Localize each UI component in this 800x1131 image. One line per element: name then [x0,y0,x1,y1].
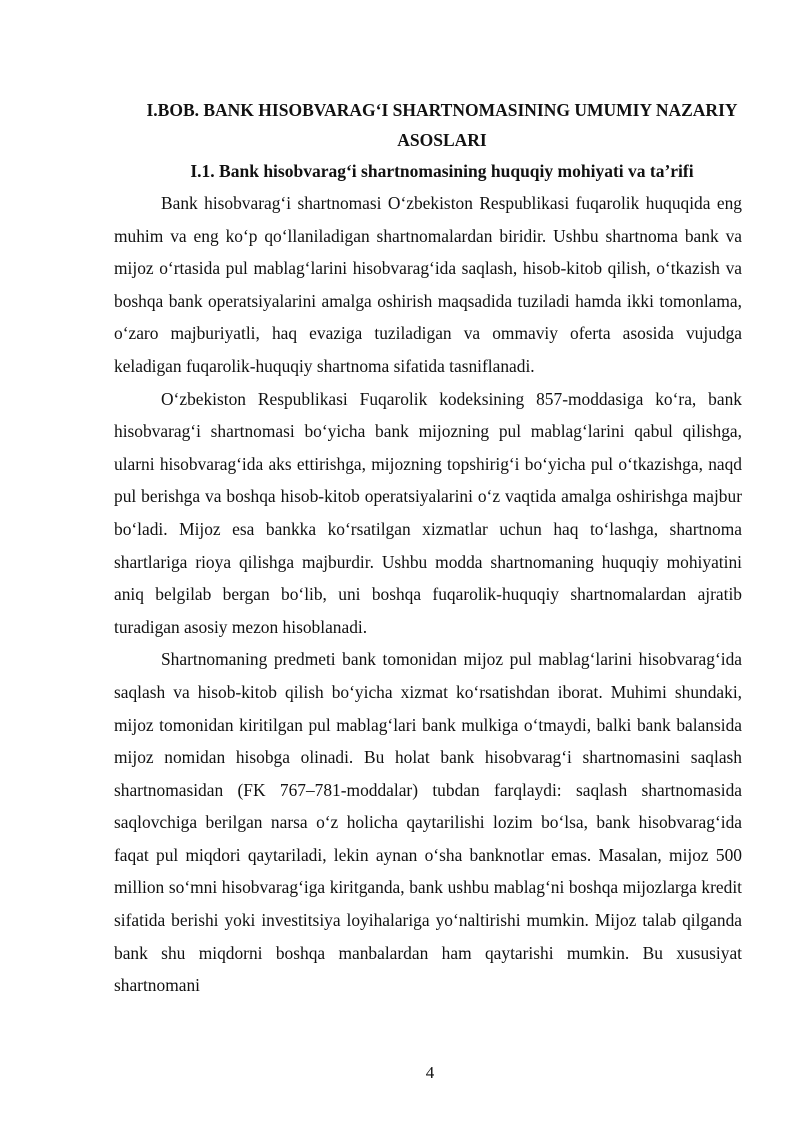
page-content [114,95,742,1002]
paragraph-1: Bank hisobvarag‘i shartnomasi O‘zbekiston Respublikasi fuqarolik huquqida eng muhim va eng ko‘p qo‘llaniladigan shartnomalardan biridir. Ushbu shartnoma bank va mijoz o‘rtasida pul mablag‘larini hisobvarag‘ida saqlash, hisob-kitob qilish, o‘tkazish va boshqa bank operatsiyalarini amalga oshirish maqsadida tuziladi hamda ikki tomonlama, o‘zaro majburiyatli, haq evaziga tuziladigan va ommaviy oferta asosida vujudga keladigan fuqarolik-huquqiy shartnoma sifatida tasniflanadi. [114,193,742,376]
page-number: 4 [425,1063,435,1082]
section-title: I.1. Bank hisobvarag‘i shartnomasining huquqiy mohiyati va ta’rifi [190,161,694,181]
paragraph-2: O‘zbekiston Respublikasi Fuqarolik kodeksining 857-moddasiga ko‘ra, bank hisobvarag‘i shartnomasi bo‘yicha bank mijozning pul mablag‘larini qabul qilishga, ularni hisobvarag‘ida aks ettirishga, mijozning topshirig‘i bo‘yicha pul o‘tkazishga, naqd pul berishga va boshqa hisob-kitob operatsiyalarini o‘z vaqtida amalga oshirishga majbur bo‘ladi. Mijoz esa bankka ko‘rsatilgan xizmatlar uchun haq to‘lashga, shartnoma shartlariga rioya qilishga majburdir. Ushbu modda shartnomaning huquqiy mohiyatini aniq belgilab bergan bo‘lib, uni boshqa fuqarolik-huquqiy shartnomalardan ajratib turadigan asosiy mezon hisoblanadi. [114,388,742,637]
paragraph-3: Shartnomaning predmeti bank tomonidan mijoz pul mablag‘larini hisobvarag‘ida saqlash va hisob-kitob qilish bo‘yicha xizmat ko‘rsatishdan iborat. Muhimi shundaki, mijoz tomonidan kiritilgan pul mablag‘lari bank mulkiga o‘tmaydi, balki bank balansida mijoz nomidan hisobga olinadi. Bu holat bank hisobvarag‘i shartnomasini saqlash shartnomasidan (FK 767–781-moddalar) tubdan farqlaydi: saqlash shartnomasida saqlovchiga berilgan narsa o‘z holicha qaytarilishi lozim bo‘lsa, bank hisobvarag‘ida faqat pul miqdori qaytariladi, lekin aynan o‘sha banknotlar emas. Masalan, mijoz 500 million so‘mni hisobvarag‘iga kiritganda, bank ushbu mablag‘ni boshqa mijozlarga kredit sifatida berishi yoki investitsiya loyihalariga yo‘naltirishi mumkin. Mijoz talab qilganda bank shu miqdorni boshqa manbalardan ham qaytarishi mumkin. Bu xususiyat shartnomani [114,649,742,996]
chapter-title: I.BOB. BANK HISOBVARAG‘I SHARTNOMASINING UMUMIY NAZARIY ASOSLARI [146,100,738,150]
